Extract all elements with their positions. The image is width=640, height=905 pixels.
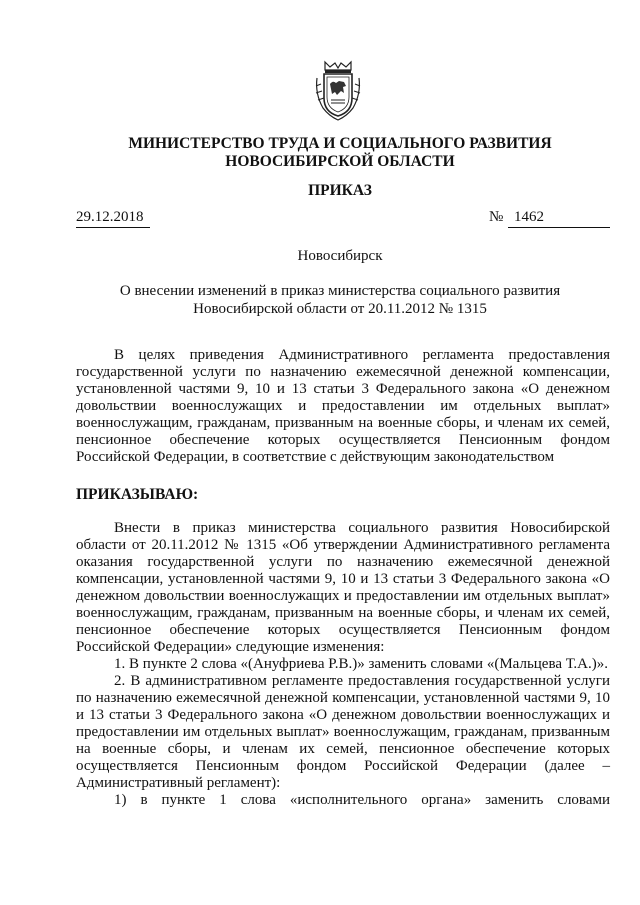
subject-line1: О внесении изменений в приказ министерства социального развития (119, 283, 561, 299)
number-label: № (489, 209, 504, 225)
city: Новосибирск (297, 248, 383, 264)
order-heading: ПРИКАЗЫВАЮ: (76, 486, 199, 503)
preamble-block (76, 347, 610, 466)
document-number: 1462 (508, 209, 610, 228)
preamble-paragraph: В целях приведения Административного регламента предоставления государственной услуги по назначению ежемесячной денежной компенсации, установленной частями 9, 10 и 13 статьи 3 Федерального закона «О денежном довольствии военнослужащих и предоставлении им отдельных выплат» военнослужащим, гражданам, призванным на военные сборы, и членам их семей, пенсионное обеспечение которых осуществляется Пенсионным фондом Российской Федерации, в соответствие с действующим законодательством (76, 347, 610, 465)
paragraph-intro: Внести в приказ министерства социального развития Новосибирской области от 20.11.2012 № 1315 «Об утверждении Административного регламента оказания государственной услуги по назначению ежемесячной денежной компенсации, установленной частями 9, 10 и 13 статьи 3 Федерального закона «О денежном довольствии военнослужащих и предоставлении им отдельных выплат» военнослужащим, гражданам, призванным на военные сборы, и членам их семей, пенсионное обеспечение которых осуществляется Пенсионным фондом Российской Федерации» следующие изменения: (76, 520, 610, 655)
paragraph-item-2-1: 1) в пункте 1 слова «исполнительного органа» заменить словами (114, 792, 610, 808)
paragraph-item-1: 1. В пункте 2 слова «(Ануфриева Р.В.)» заменить словами «(Мальцева Т.А.)». (114, 656, 608, 672)
coat-of-arms-icon (313, 60, 363, 122)
document-type: ПРИКАЗ (308, 182, 372, 199)
order-subject (70, 282, 610, 318)
ministry-name (70, 135, 610, 171)
paragraph-item-2: 2. В административном регламенте предоставления государственной услуги по назначению ежемесячной денежной компенсации, установленной частями 9, 10 и 13 статьи 3 Федерального закона «О денежном довольствии военнослужащих и предоставлении им отдельных выплат» военнослужащим, гражданам, призванным на военные сборы, и членам их семей, пенсионное обеспечение которых осуществляется Пенсионным фондом Российской Федерации (далее – Административный регламент): (76, 673, 610, 791)
document-date: 29.12.2018 (76, 209, 150, 228)
subject-line2: Новосибирской области от 20.11.2012 № 1315 (193, 301, 487, 317)
ministry-name-line2: НОВОСИБИРСКОЙ ОБЛАСТИ (225, 153, 455, 170)
ministry-name-line1: МИНИСТЕРСТВО ТРУДА И СОЦИАЛЬНОГО РАЗВИТИЯ (128, 135, 552, 152)
order-body (76, 520, 610, 809)
